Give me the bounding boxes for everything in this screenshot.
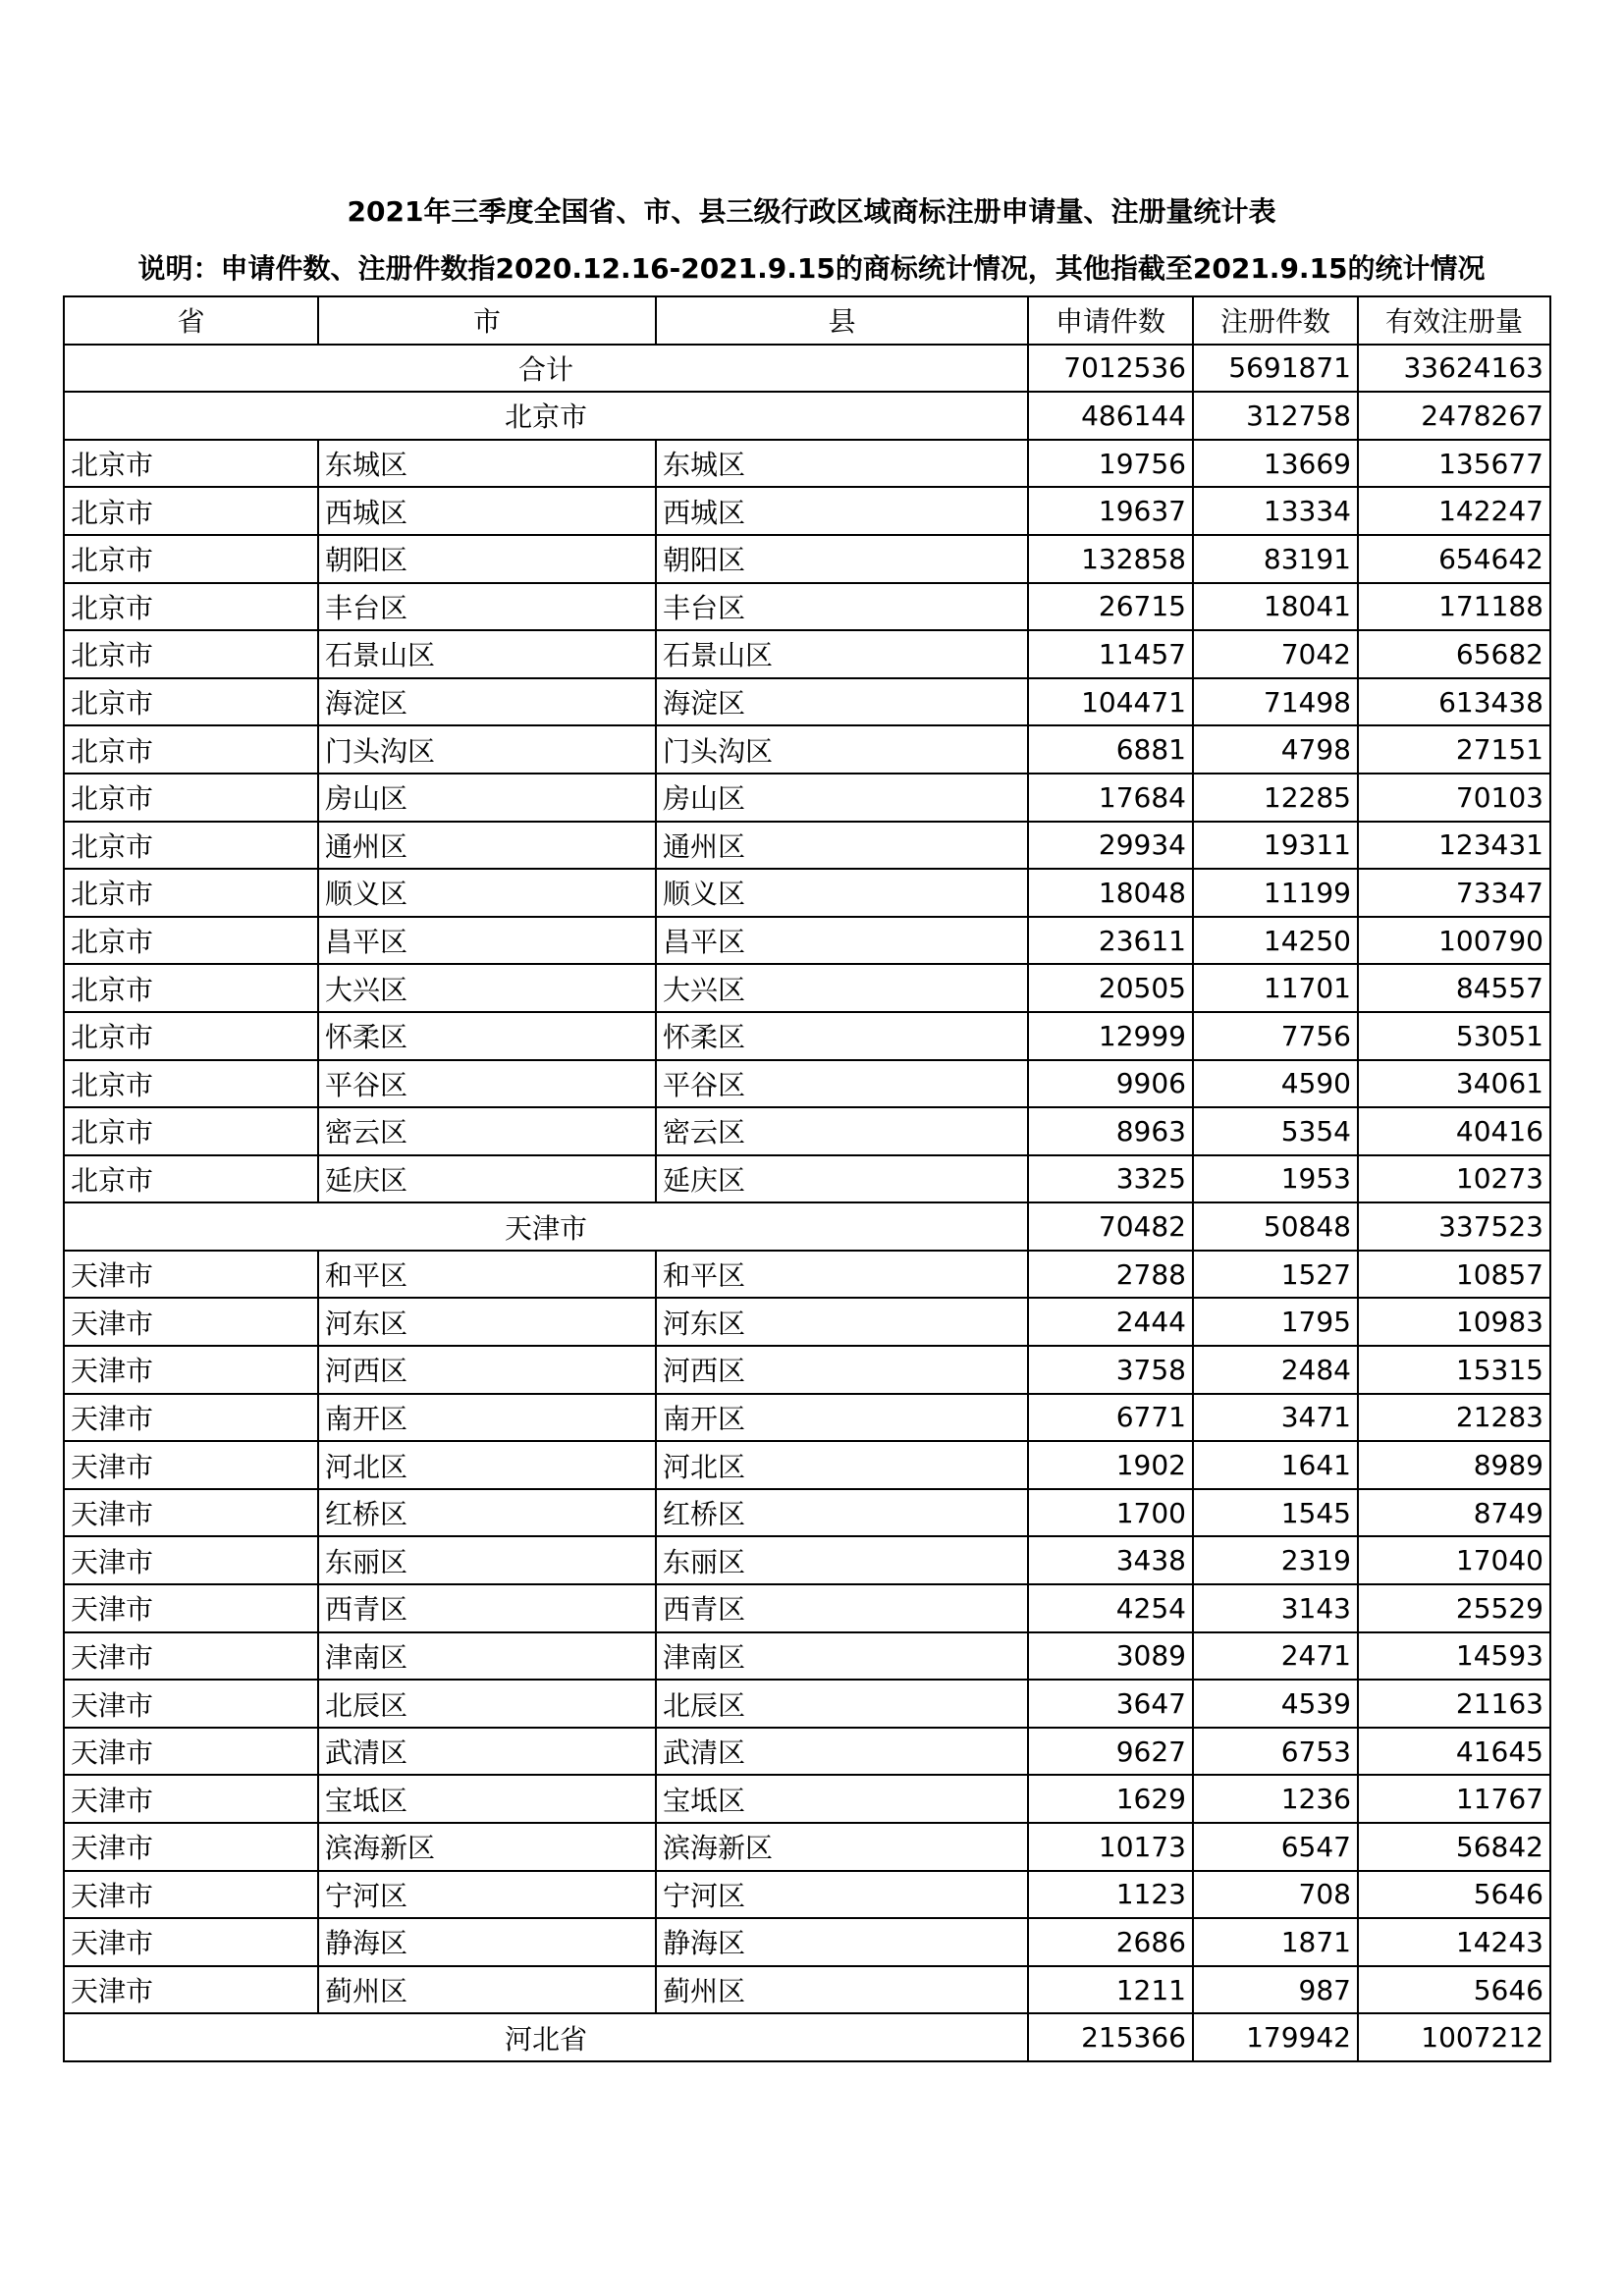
table-row: [64, 1632, 1550, 1681]
cell-registrations: 3471: [1193, 1394, 1358, 1442]
cell-county: 南开区: [656, 1394, 1028, 1442]
cell-valid-registrations: 73347: [1358, 869, 1550, 917]
cell-province: 北京市: [64, 917, 318, 965]
table-row: [64, 1966, 1550, 2014]
cell-county: 门头沟区: [656, 725, 1028, 774]
cell-applications: 19637: [1028, 487, 1193, 535]
cell-city: 河东区: [318, 1298, 656, 1346]
cell-province: 天津市: [64, 1441, 318, 1489]
table-row: [64, 535, 1550, 583]
cell-province: 天津市: [64, 1346, 318, 1394]
cell-registrations: 1871: [1193, 1918, 1358, 1966]
cell-registrations: 3143: [1193, 1584, 1358, 1632]
cell-valid-registrations: 135677: [1358, 440, 1550, 488]
cell-city: 宝坻区: [318, 1775, 656, 1823]
cell-county: 河东区: [656, 1298, 1028, 1346]
summary-label: 河北省: [64, 2013, 1028, 2061]
table-row: [64, 1584, 1550, 1632]
cell-city: 门头沟区: [318, 725, 656, 774]
cell-valid-registrations: 10273: [1358, 1155, 1550, 1203]
cell-county: 蓟州区: [656, 1966, 1028, 2014]
cell-county: 怀柔区: [656, 1012, 1028, 1060]
cell-valid-registrations: 613438: [1358, 678, 1550, 726]
cell-valid-registrations: 25529: [1358, 1584, 1550, 1632]
cell-registrations: 2471: [1193, 1632, 1358, 1681]
cell-valid-registrations: 40416: [1358, 1107, 1550, 1155]
cell-applications: 1211: [1028, 1966, 1193, 2014]
cell-registrations: 18041: [1193, 583, 1358, 631]
cell-city: 河西区: [318, 1346, 656, 1394]
table-row: [64, 917, 1550, 965]
cell-county: 房山区: [656, 774, 1028, 822]
cell-valid-registrations: 21283: [1358, 1394, 1550, 1442]
cell-city: 河北区: [318, 1441, 656, 1489]
cell-registrations: 1236: [1193, 1775, 1358, 1823]
cell-province: 北京市: [64, 1107, 318, 1155]
cell-registrations: 13669: [1193, 440, 1358, 488]
cell-province: 天津市: [64, 1871, 318, 1919]
cell-city: 丰台区: [318, 583, 656, 631]
table-header-row: [64, 296, 1550, 345]
cell-valid-registrations: 34061: [1358, 1060, 1550, 1108]
cell-city: 西青区: [318, 1584, 656, 1632]
cell-registrations: 83191: [1193, 535, 1358, 583]
cell-applications: 9627: [1028, 1728, 1193, 1776]
cell-registrations: 2484: [1193, 1346, 1358, 1394]
cell-county: 密云区: [656, 1107, 1028, 1155]
table-row: [64, 964, 1550, 1012]
table-row: [64, 822, 1550, 870]
cell-applications: 10173: [1028, 1823, 1193, 1871]
cell-registrations: 7042: [1193, 630, 1358, 678]
cell-city: 石景山区: [318, 630, 656, 678]
cell-city: 和平区: [318, 1251, 656, 1299]
cell-county: 海淀区: [656, 678, 1028, 726]
cell-valid-registrations: 8989: [1358, 1441, 1550, 1489]
summary-row: [64, 1202, 1550, 1251]
cell-valid-registrations: 53051: [1358, 1012, 1550, 1060]
summary-applications: 215366: [1028, 2013, 1193, 2061]
cell-city: 怀柔区: [318, 1012, 656, 1060]
table-row: [64, 583, 1550, 631]
table-row: [64, 1107, 1550, 1155]
cell-valid-registrations: 142247: [1358, 487, 1550, 535]
cell-province: 北京市: [64, 1060, 318, 1108]
cell-city: 津南区: [318, 1632, 656, 1681]
cell-applications: 3758: [1028, 1346, 1193, 1394]
cell-county: 西城区: [656, 487, 1028, 535]
cell-county: 宝坻区: [656, 1775, 1028, 1823]
cell-city: 平谷区: [318, 1060, 656, 1108]
cell-valid-registrations: 5646: [1358, 1871, 1550, 1919]
cell-county: 河西区: [656, 1346, 1028, 1394]
cell-registrations: 2319: [1193, 1536, 1358, 1584]
cell-city: 静海区: [318, 1918, 656, 1966]
table-row: [64, 1298, 1550, 1346]
cell-county: 石景山区: [656, 630, 1028, 678]
cell-applications: 12999: [1028, 1012, 1193, 1060]
cell-registrations: 4798: [1193, 725, 1358, 774]
cell-valid-registrations: 17040: [1358, 1536, 1550, 1584]
summary-applications: 70482: [1028, 1202, 1193, 1251]
table-row: [64, 1489, 1550, 1537]
cell-city: 宁河区: [318, 1871, 656, 1919]
summary-valid-registrations: 1007212: [1358, 2013, 1550, 2061]
cell-applications: 1123: [1028, 1871, 1193, 1919]
cell-city: 武清区: [318, 1728, 656, 1776]
cell-county: 北辰区: [656, 1680, 1028, 1728]
cell-province: 天津市: [64, 1966, 318, 2014]
cell-county: 东丽区: [656, 1536, 1028, 1584]
cell-registrations: 5354: [1193, 1107, 1358, 1155]
header-county: 县: [656, 296, 1028, 345]
document-title: 2021年三季度全国省、市、县三级行政区域商标注册申请量、注册量统计表: [347, 195, 1276, 228]
cell-registrations: 987: [1193, 1966, 1358, 2014]
cell-province: 北京市: [64, 774, 318, 822]
cell-applications: 1700: [1028, 1489, 1193, 1537]
cell-registrations: 4539: [1193, 1680, 1358, 1728]
cell-applications: 3089: [1028, 1632, 1193, 1681]
document-note: 说明：申请件数、注册件数指2020.12.16-2021.9.15的商标统计情况，其他指截至2021.9.15的统计情况: [137, 252, 1486, 285]
cell-applications: 3438: [1028, 1536, 1193, 1584]
cell-valid-registrations: 10983: [1358, 1298, 1550, 1346]
cell-valid-registrations: 14593: [1358, 1632, 1550, 1681]
cell-registrations: 4590: [1193, 1060, 1358, 1108]
cell-province: 北京市: [64, 725, 318, 774]
cell-applications: 20505: [1028, 964, 1193, 1012]
cell-valid-registrations: 70103: [1358, 774, 1550, 822]
cell-city: 南开区: [318, 1394, 656, 1442]
cell-applications: 104471: [1028, 678, 1193, 726]
header-applications: 申请件数: [1028, 296, 1193, 345]
statistics-table-body: [64, 296, 1550, 2061]
cell-city: 延庆区: [318, 1155, 656, 1203]
table-row: [64, 440, 1550, 488]
table-row: [64, 1775, 1550, 1823]
cell-city: 密云区: [318, 1107, 656, 1155]
cell-applications: 26715: [1028, 583, 1193, 631]
cell-province: 北京市: [64, 822, 318, 870]
cell-valid-registrations: 5646: [1358, 1966, 1550, 2014]
cell-county: 滨海新区: [656, 1823, 1028, 1871]
cell-province: 天津市: [64, 1251, 318, 1299]
cell-applications: 6771: [1028, 1394, 1193, 1442]
summary-registrations: 5691871: [1193, 345, 1358, 393]
cell-applications: 9906: [1028, 1060, 1193, 1108]
cell-city: 大兴区: [318, 964, 656, 1012]
summary-registrations: 312758: [1193, 392, 1358, 440]
cell-registrations: 14250: [1193, 917, 1358, 965]
cell-applications: 19756: [1028, 440, 1193, 488]
cell-applications: 6881: [1028, 725, 1193, 774]
cell-province: 天津市: [64, 1394, 318, 1442]
summary-valid-registrations: 33624163: [1358, 345, 1550, 393]
table-row: [64, 1346, 1550, 1394]
cell-applications: 23611: [1028, 917, 1193, 965]
cell-province: 北京市: [64, 583, 318, 631]
header-province: 省: [64, 296, 318, 345]
table-row: [64, 630, 1550, 678]
table-row: [64, 1680, 1550, 1728]
summary-valid-registrations: 2478267: [1358, 392, 1550, 440]
table-row: [64, 678, 1550, 726]
summary-applications: 7012536: [1028, 345, 1193, 393]
header-valid-registrations: 有效注册量: [1358, 296, 1550, 345]
summary-registrations: 50848: [1193, 1202, 1358, 1251]
cell-province: 天津市: [64, 1680, 318, 1728]
table-row: [64, 1441, 1550, 1489]
table-row: [64, 1871, 1550, 1919]
table-row: [64, 1394, 1550, 1442]
cell-city: 东丽区: [318, 1536, 656, 1584]
cell-province: 北京市: [64, 487, 318, 535]
cell-applications: 4254: [1028, 1584, 1193, 1632]
cell-county: 河北区: [656, 1441, 1028, 1489]
cell-province: 天津市: [64, 1632, 318, 1681]
cell-county: 武清区: [656, 1728, 1028, 1776]
cell-province: 天津市: [64, 1584, 318, 1632]
cell-valid-registrations: 65682: [1358, 630, 1550, 678]
cell-city: 滨海新区: [318, 1823, 656, 1871]
cell-county: 平谷区: [656, 1060, 1028, 1108]
cell-registrations: 1795: [1193, 1298, 1358, 1346]
cell-city: 通州区: [318, 822, 656, 870]
cell-applications: 2788: [1028, 1251, 1193, 1299]
summary-row: [64, 2013, 1550, 2061]
summary-registrations: 179942: [1193, 2013, 1358, 2061]
cell-applications: 2444: [1028, 1298, 1193, 1346]
cell-province: 天津市: [64, 1918, 318, 1966]
cell-county: 昌平区: [656, 917, 1028, 965]
table-row: [64, 1536, 1550, 1584]
cell-county: 朝阳区: [656, 535, 1028, 583]
table-row: [64, 1155, 1550, 1203]
cell-valid-registrations: 8749: [1358, 1489, 1550, 1537]
cell-province: 天津市: [64, 1728, 318, 1776]
cell-city: 西城区: [318, 487, 656, 535]
cell-valid-registrations: 123431: [1358, 822, 1550, 870]
summary-row: [64, 392, 1550, 440]
cell-registrations: 1641: [1193, 1441, 1358, 1489]
cell-registrations: 12285: [1193, 774, 1358, 822]
summary-label: 北京市: [64, 392, 1028, 440]
cell-province: 北京市: [64, 630, 318, 678]
cell-registrations: 1953: [1193, 1155, 1358, 1203]
cell-county: 红桥区: [656, 1489, 1028, 1537]
cell-province: 北京市: [64, 1012, 318, 1060]
summary-label: 天津市: [64, 1202, 1028, 1251]
cell-registrations: 13334: [1193, 487, 1358, 535]
table-row: [64, 1251, 1550, 1299]
cell-valid-registrations: 15315: [1358, 1346, 1550, 1394]
cell-registrations: 6753: [1193, 1728, 1358, 1776]
cell-county: 丰台区: [656, 583, 1028, 631]
cell-valid-registrations: 10857: [1358, 1251, 1550, 1299]
statistics-table: [63, 295, 1551, 2062]
cell-registrations: 1527: [1193, 1251, 1358, 1299]
cell-city: 蓟州区: [318, 1966, 656, 2014]
cell-registrations: 11701: [1193, 964, 1358, 1012]
table-row: [64, 1918, 1550, 1966]
header-city: 市: [318, 296, 656, 345]
cell-province: 北京市: [64, 1155, 318, 1203]
cell-province: 北京市: [64, 869, 318, 917]
cell-applications: 132858: [1028, 535, 1193, 583]
cell-county: 延庆区: [656, 1155, 1028, 1203]
summary-label: 合计: [64, 345, 1028, 393]
header-registrations: 注册件数: [1193, 296, 1358, 345]
cell-registrations: 19311: [1193, 822, 1358, 870]
cell-city: 海淀区: [318, 678, 656, 726]
cell-applications: 8963: [1028, 1107, 1193, 1155]
cell-county: 津南区: [656, 1632, 1028, 1681]
cell-county: 大兴区: [656, 964, 1028, 1012]
cell-county: 通州区: [656, 822, 1028, 870]
cell-applications: 2686: [1028, 1918, 1193, 1966]
summary-applications: 486144: [1028, 392, 1193, 440]
cell-province: 天津市: [64, 1775, 318, 1823]
cell-valid-registrations: 41645: [1358, 1728, 1550, 1776]
cell-valid-registrations: 14243: [1358, 1918, 1550, 1966]
table-row: [64, 1012, 1550, 1060]
table-row: [64, 869, 1550, 917]
cell-county: 宁河区: [656, 1871, 1028, 1919]
cell-valid-registrations: 654642: [1358, 535, 1550, 583]
cell-province: 北京市: [64, 440, 318, 488]
cell-valid-registrations: 171188: [1358, 583, 1550, 631]
cell-registrations: 1545: [1193, 1489, 1358, 1537]
cell-city: 昌平区: [318, 917, 656, 965]
summary-valid-registrations: 337523: [1358, 1202, 1550, 1251]
cell-applications: 29934: [1028, 822, 1193, 870]
cell-county: 东城区: [656, 440, 1028, 488]
table-row: [64, 725, 1550, 774]
cell-valid-registrations: 100790: [1358, 917, 1550, 965]
cell-province: 天津市: [64, 1823, 318, 1871]
summary-row: [64, 345, 1550, 393]
cell-province: 天津市: [64, 1536, 318, 1584]
cell-valid-registrations: 56842: [1358, 1823, 1550, 1871]
cell-city: 红桥区: [318, 1489, 656, 1537]
table-row: [64, 1060, 1550, 1108]
cell-city: 北辰区: [318, 1680, 656, 1728]
cell-registrations: 708: [1193, 1871, 1358, 1919]
cell-applications: 11457: [1028, 630, 1193, 678]
table-row: [64, 487, 1550, 535]
cell-county: 西青区: [656, 1584, 1028, 1632]
cell-city: 朝阳区: [318, 535, 656, 583]
cell-city: 顺义区: [318, 869, 656, 917]
cell-county: 顺义区: [656, 869, 1028, 917]
cell-city: 东城区: [318, 440, 656, 488]
cell-province: 天津市: [64, 1298, 318, 1346]
cell-valid-registrations: 27151: [1358, 725, 1550, 774]
cell-county: 静海区: [656, 1918, 1028, 1966]
table-row: [64, 1823, 1550, 1871]
cell-province: 北京市: [64, 964, 318, 1012]
cell-applications: 3325: [1028, 1155, 1193, 1203]
table-row: [64, 774, 1550, 822]
cell-province: 天津市: [64, 1489, 318, 1537]
cell-applications: 1902: [1028, 1441, 1193, 1489]
cell-registrations: 7756: [1193, 1012, 1358, 1060]
cell-valid-registrations: 11767: [1358, 1775, 1550, 1823]
cell-applications: 1629: [1028, 1775, 1193, 1823]
cell-province: 北京市: [64, 535, 318, 583]
cell-registrations: 71498: [1193, 678, 1358, 726]
cell-applications: 3647: [1028, 1680, 1193, 1728]
cell-city: 房山区: [318, 774, 656, 822]
cell-registrations: 6547: [1193, 1823, 1358, 1871]
cell-applications: 17684: [1028, 774, 1193, 822]
table-row: [64, 1728, 1550, 1776]
cell-valid-registrations: 84557: [1358, 964, 1550, 1012]
cell-registrations: 11199: [1193, 869, 1358, 917]
cell-valid-registrations: 21163: [1358, 1680, 1550, 1728]
cell-applications: 18048: [1028, 869, 1193, 917]
cell-province: 北京市: [64, 678, 318, 726]
cell-county: 和平区: [656, 1251, 1028, 1299]
